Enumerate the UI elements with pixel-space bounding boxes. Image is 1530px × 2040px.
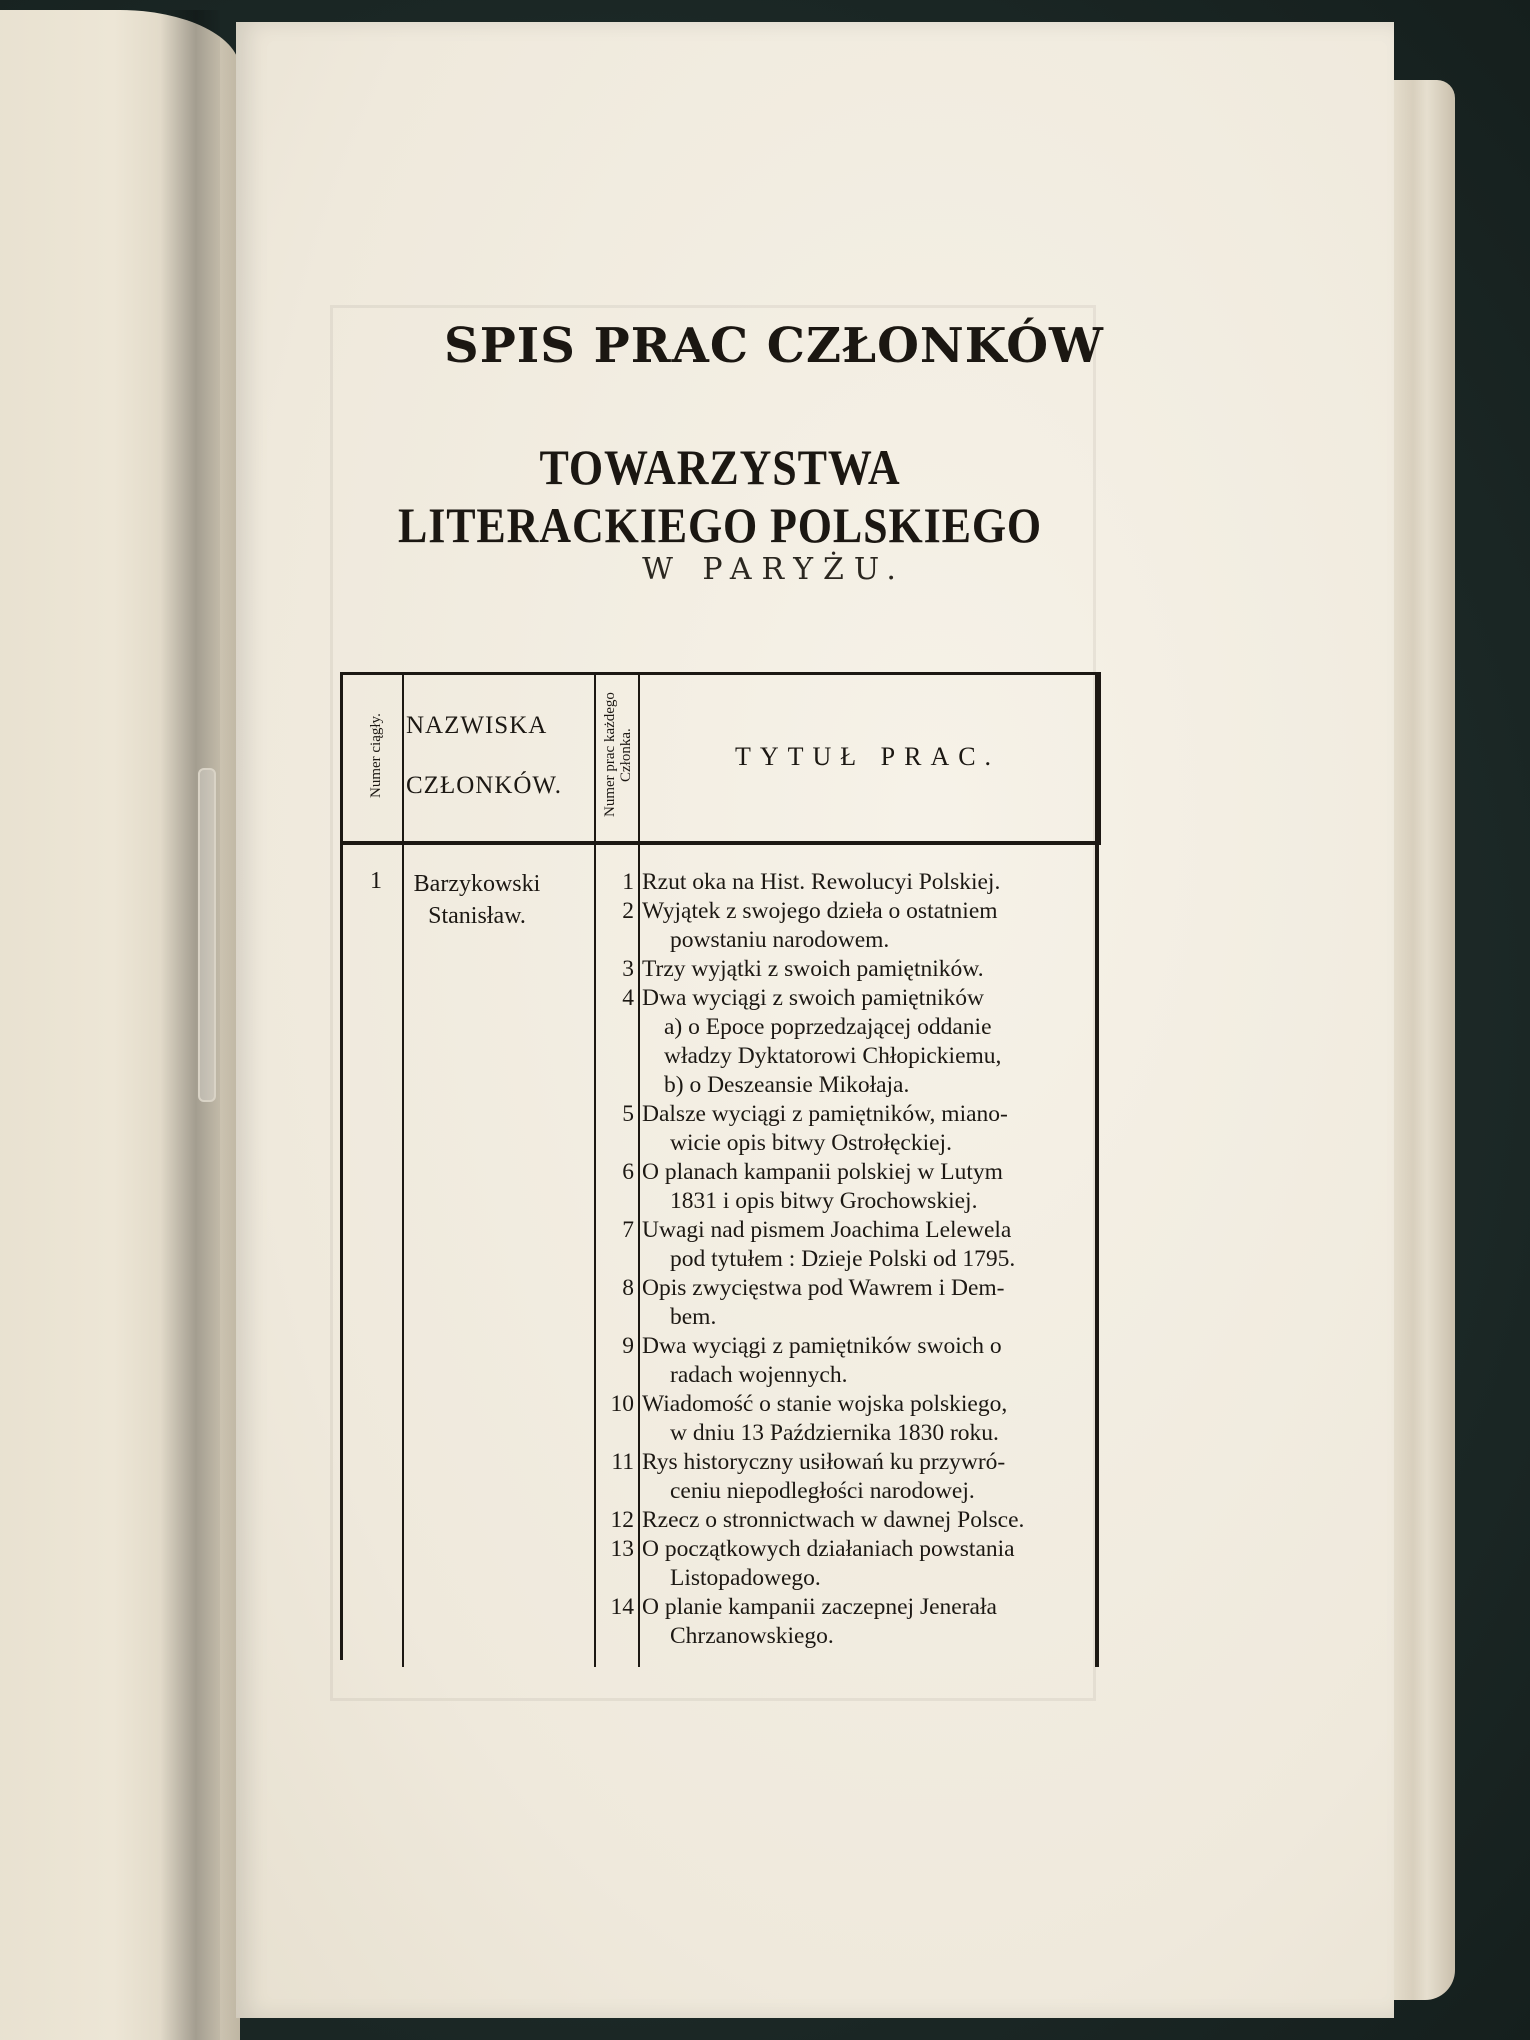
- header-tytul-prac: TYTUŁ PRAC.: [734, 742, 1001, 771]
- work-title-line: b) o Deszeansie Mikołaja.: [664, 1072, 910, 1098]
- binding-stitch: [198, 768, 216, 1102]
- work-number: 5: [622, 1101, 634, 1127]
- header-nazwiska: NAZWISKA: [406, 712, 548, 739]
- work-entry: [590, 1274, 1090, 1332]
- work-title: [642, 1535, 1090, 1593]
- work-title: [642, 984, 1090, 1100]
- work-number: 8: [622, 1275, 634, 1301]
- work-number: 6: [622, 1159, 634, 1185]
- heading-line-3: W PARYŻU.: [642, 552, 906, 587]
- work-number: 9: [622, 1333, 634, 1359]
- work-title: [642, 955, 1090, 984]
- work-number: 2: [622, 898, 634, 924]
- work-title-line: władzy Dyktatorowi Chłopickiemu,: [664, 1043, 1002, 1069]
- work-title-line: a) o Epoce poprzedzającej oddanie: [664, 1014, 992, 1040]
- work-title-line: Uwagi nad pismem Joachima Lelewela: [642, 1217, 1012, 1243]
- work-entry: [590, 1390, 1090, 1448]
- work-title-line: Rys historyczny usiłowań ku przywró-: [642, 1449, 1006, 1475]
- work-entry: [590, 1448, 1090, 1506]
- header-numer-prac: Numer prac każdego Członka.: [602, 692, 634, 818]
- work-entry: [590, 1216, 1090, 1274]
- heading-line-1: SPIS PRAC CZŁONKÓW: [444, 318, 1104, 374]
- work-title-line: Wyjątek z swojego dzieła o ostatniem: [642, 898, 998, 924]
- work-number: 14: [610, 1594, 634, 1620]
- work-title-line: radach wojennych.: [670, 1362, 848, 1388]
- work-title: [642, 1593, 1090, 1651]
- member-name: [412, 868, 542, 932]
- work-title: [642, 868, 1090, 897]
- work-title: [642, 1158, 1090, 1216]
- work-entry: [590, 1332, 1090, 1390]
- work-number: 3: [622, 956, 634, 982]
- column-rule-1: [402, 672, 404, 1667]
- work-number: 12: [610, 1507, 634, 1533]
- work-number: 1: [622, 869, 634, 895]
- works-table: [340, 672, 1108, 1662]
- works-list: [590, 868, 1090, 1651]
- work-title-line: O planach kampanii polskiej w Lutym: [642, 1159, 1003, 1185]
- work-title-line: Listopadowego.: [670, 1565, 821, 1591]
- member-surname: Barzykowski: [413, 871, 541, 897]
- work-title-line: bem.: [670, 1304, 717, 1330]
- work-title-line: pod tytułem : Dzieje Polski od 1795.: [670, 1246, 1016, 1272]
- work-number: 7: [622, 1217, 634, 1243]
- work-number: 13: [610, 1536, 634, 1562]
- header-numer-ciagly: Numer ciągły.: [368, 713, 384, 799]
- work-number: 10: [610, 1391, 634, 1417]
- table-right-rule: [1095, 672, 1099, 1667]
- work-title: [642, 1274, 1090, 1332]
- work-title: [642, 1448, 1090, 1506]
- work-entry: [590, 1535, 1090, 1593]
- work-title: [642, 1332, 1090, 1390]
- work-title-line: powstaniu narodowem.: [670, 927, 890, 953]
- work-title-line: Chrzanowskiego.: [670, 1623, 834, 1649]
- member-firstname: Stanisław.: [428, 903, 526, 929]
- work-number: 4: [622, 985, 634, 1011]
- work-title: [642, 1216, 1090, 1274]
- work-title-line: Dwa wyciągi z pamiętników swoich o: [642, 1333, 1002, 1359]
- work-title: [642, 897, 1090, 955]
- work-title-line: Dwa wyciągi z swoich pamiętników: [642, 985, 984, 1011]
- work-title: [642, 1390, 1090, 1448]
- work-entry: [590, 897, 1090, 955]
- work-title-line: Dalsze wyciągi z pamiętników, miano-: [642, 1101, 1008, 1127]
- work-title-line: O początkowych działaniach powstania: [642, 1536, 1015, 1562]
- row-number: 1: [370, 868, 382, 894]
- work-title: [642, 1506, 1090, 1535]
- work-title-line: O planie kampanii zaczepnej Jenerała: [642, 1594, 997, 1620]
- work-entry: [590, 955, 1090, 984]
- work-title: [642, 1100, 1090, 1158]
- work-title-line: Wiadomość o stanie wojska polskiego,: [642, 1391, 1008, 1417]
- work-title-line: ceniu niepodległości narodowej.: [670, 1478, 975, 1504]
- work-entry: [590, 1593, 1090, 1651]
- work-title-line: wicie opis bitwy Ostrołęckiej.: [670, 1130, 952, 1156]
- work-entry: [590, 1506, 1090, 1535]
- header-czlonkow: CZŁONKÓW.: [406, 772, 562, 799]
- work-title-line: Trzy wyjątki z swoich pamiętników.: [642, 956, 984, 982]
- work-entry: [590, 984, 1090, 1100]
- work-title-line: Rzut oka na Hist. Rewolucyi Polskiej.: [642, 869, 1001, 895]
- work-number: 11: [611, 1449, 634, 1475]
- work-entry: [590, 1100, 1090, 1158]
- work-title-line: w dniu 13 Października 1830 roku.: [670, 1420, 999, 1446]
- heading-line-2: TOWARZYSTWA LITERACKIEGO POLSKIEGO: [397, 439, 1043, 553]
- work-title-line: 1831 i opis bitwy Grochowskiej.: [670, 1188, 978, 1214]
- work-title-line: Opis zwycięstwa pod Wawrem i Dem-: [642, 1275, 1005, 1301]
- work-title-line: Rzecz o stronnictwach w dawnej Polsce.: [642, 1507, 1025, 1533]
- work-entry: [590, 1158, 1090, 1216]
- page-stack-edge: [1385, 80, 1455, 2000]
- work-entry: [590, 868, 1090, 897]
- table-left-rule: [340, 838, 343, 1660]
